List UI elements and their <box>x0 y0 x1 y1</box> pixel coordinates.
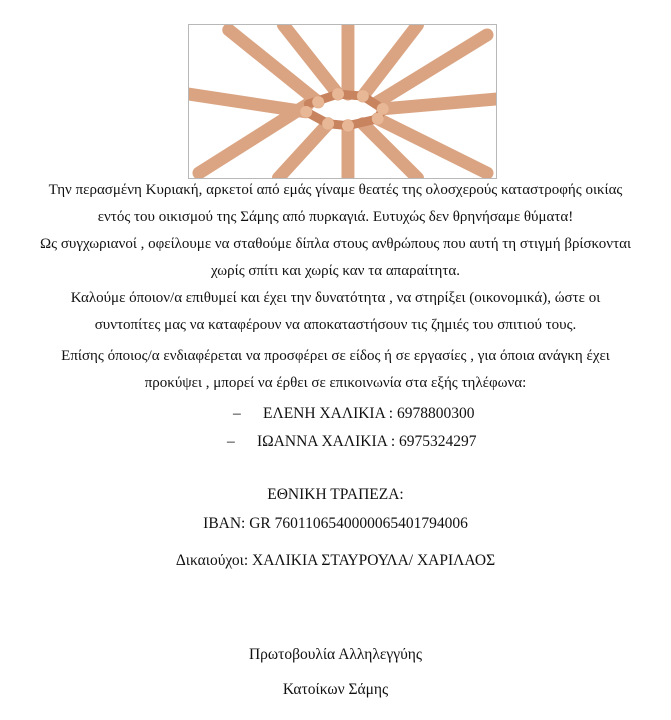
contact-item-eleni <box>233 404 474 424</box>
appeal-paragraph-4-line-2: προκύψει , μπορεί να έρθει σε επικοινωνία στα εξής τηλέφωνα: <box>144 375 527 391</box>
hands-circle-illustration <box>189 25 496 178</box>
appeal-paragraph-3-line-1: Καλούμε όποιον/α επιθυμεί και έχει την δυνατότητα , να στηρίξει (οικονομικά), ώστε οι <box>70 290 601 306</box>
beneficiaries: Δικαιούχοι: ΧΑΛΙΚΙΑ ΣΤΑΥΡΟΥΛΑ/ ΧΑΡΙΛΑΟΣ <box>175 552 496 569</box>
signature-line-1: Πρωτοβουλία Αλληλεγγύης <box>248 646 423 663</box>
contact-item-ioanna <box>227 432 477 452</box>
appeal-paragraph-2-line-1: Ως συγχωριανοί , οφείλουμε να σταθούμε δίπλα στους ανθρώπους που αυτή τη στιγμή βρίσκονται <box>39 236 631 252</box>
bank-name: ΕΘΝΙΚΗ ΤΡΑΠΕΖΑ: <box>267 486 404 503</box>
appeal-paragraph-2-line-2: χωρίς σπίτι και χωρίς καν τα απαραίτητα. <box>210 263 461 279</box>
appeal-paragraph-4 <box>14 343 657 397</box>
appeal-paragraph-1 <box>14 177 657 231</box>
appeal-paragraph-3-line-2: συντοπίτες μας να καταφέρουν να αποκαταστήσουν τις ζημιές του σπιτιού τους. <box>94 317 577 333</box>
list-dash: – <box>227 433 235 450</box>
appeal-paragraph-1-line-1: Την περασμένη Κυριακή, αρκετοί από εμάς γίναμε θεατές της ολοσχερούς καταστροφής οικίας <box>48 182 623 198</box>
list-dash: – <box>233 405 241 422</box>
appeal-paragraph-1-line-2: εντός του οικισμού της Σάμης από πυρκαγιά. Ευτυχώς δεν θρηνήσαμε θύματα! <box>97 209 574 225</box>
contact-ioanna-phone: ΙΩΑΝΝΑ ΧΑΛΙΚΙΑ : 6975324297 <box>257 433 477 450</box>
hands-circle-photo <box>188 24 497 179</box>
appeal-paragraph-2 <box>14 231 657 285</box>
iban: IBAN: GR 7601106540000065401794006 <box>203 515 468 532</box>
appeal-paragraph-4-line-1: Επίσης όποιος/α ενδιαφέρεται να προσφέρει σε είδος ή σε εργασίες , για όποια ανάγκη έχει <box>61 348 610 364</box>
signature-line-2: Κατοίκων Σάμης <box>282 681 389 698</box>
appeal-paragraph-3 <box>14 285 657 339</box>
contact-eleni-phone: ΕΛΕΝΗ ΧΑΛΙΚΙΑ : 6978800300 <box>263 405 475 422</box>
